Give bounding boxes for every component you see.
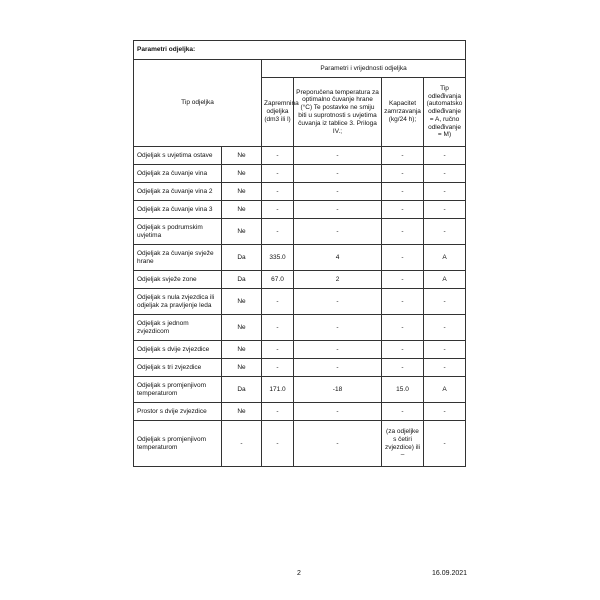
present-flag: Ne bbox=[222, 403, 262, 421]
compartment-name: Odjeljak svježe zone bbox=[134, 271, 222, 289]
table-row bbox=[134, 271, 466, 289]
table-title: Parametri odjeljka: bbox=[134, 41, 466, 60]
table-title-row bbox=[134, 41, 466, 60]
page-number: 2 bbox=[297, 570, 301, 577]
temperature-value: - bbox=[294, 289, 382, 315]
volume-value: - bbox=[262, 289, 294, 315]
freezing-capacity-value: - bbox=[382, 359, 424, 377]
freezing-capacity-value: - bbox=[382, 403, 424, 421]
present-flag: Ne bbox=[222, 147, 262, 165]
present-flag: Ne bbox=[222, 315, 262, 341]
volume-value: - bbox=[262, 359, 294, 377]
compartment-parameters-table bbox=[133, 40, 466, 467]
freezing-capacity-value: - bbox=[382, 271, 424, 289]
document-sheet bbox=[133, 40, 465, 467]
volume-value: - bbox=[262, 341, 294, 359]
volume-value: - bbox=[262, 183, 294, 201]
present-flag: Ne bbox=[222, 201, 262, 219]
table-row bbox=[134, 183, 466, 201]
present-flag: Ne bbox=[222, 359, 262, 377]
defrost-type-value: - bbox=[424, 219, 466, 245]
temperature-value: - bbox=[294, 403, 382, 421]
document-date: 16.09.2021 bbox=[432, 570, 468, 577]
volume-value: - bbox=[262, 403, 294, 421]
present-flag: Da bbox=[222, 377, 262, 403]
table-row bbox=[134, 147, 466, 165]
temperature-value: - bbox=[294, 359, 382, 377]
volume-value: - bbox=[262, 165, 294, 183]
freezing-capacity-value: - bbox=[382, 289, 424, 315]
temperature-value: - bbox=[294, 147, 382, 165]
table-row bbox=[134, 165, 466, 183]
freezing-capacity-value: - bbox=[382, 315, 424, 341]
defrost-type-value: - bbox=[424, 421, 466, 467]
volume-value: - bbox=[262, 315, 294, 341]
freezing-capacity-value: - bbox=[382, 341, 424, 359]
present-flag: - bbox=[222, 421, 262, 467]
table-row bbox=[134, 421, 466, 467]
volume-value: - bbox=[262, 147, 294, 165]
compartment-name: Odjeljak s podrumskim uvjetima bbox=[134, 219, 222, 245]
freezing-capacity-value: (za odjeljke s četiri zvjezdice) ili – bbox=[382, 421, 424, 467]
freezing-capacity-value: - bbox=[382, 147, 424, 165]
temperature-value: - bbox=[294, 201, 382, 219]
freezing-capacity-header: Kapacitet zamrzavanja (kg/24 h); bbox=[382, 78, 424, 147]
temperature-header: Preporučena temperatura za optimalno čuvanje hrane (°C) Te postavke ne smiju biti u suprotnosti s uvjetima čuvanja iz tablice 3. Priloga IV.; bbox=[294, 78, 382, 147]
compartment-name: Odjeljak s jednom zvjezdicom bbox=[134, 315, 222, 341]
compartment-name: Odjeljak za čuvanje vina 3 bbox=[134, 201, 222, 219]
volume-header: Zapremnina odjeljka (dm3 ili l) bbox=[262, 78, 294, 147]
defrost-type-value: A bbox=[424, 377, 466, 403]
freezing-capacity-value: - bbox=[382, 219, 424, 245]
table-row bbox=[134, 341, 466, 359]
table-row bbox=[134, 245, 466, 271]
table-row bbox=[134, 403, 466, 421]
volume-value: - bbox=[262, 421, 294, 467]
present-flag: Ne bbox=[222, 341, 262, 359]
defrost-type-value: - bbox=[424, 183, 466, 201]
present-flag: Ne bbox=[222, 219, 262, 245]
defrost-type-value: - bbox=[424, 403, 466, 421]
defrost-type-value: A bbox=[424, 245, 466, 271]
temperature-value: - bbox=[294, 341, 382, 359]
defrost-type-value: A bbox=[424, 271, 466, 289]
present-flag: Da bbox=[222, 245, 262, 271]
volume-value: - bbox=[262, 201, 294, 219]
temperature-value: -18 bbox=[294, 377, 382, 403]
defrost-type-value: - bbox=[424, 147, 466, 165]
freezing-capacity-value: - bbox=[382, 183, 424, 201]
table-row bbox=[134, 315, 466, 341]
temperature-value: - bbox=[294, 183, 382, 201]
defrost-type-value: - bbox=[424, 359, 466, 377]
temperature-value: 2 bbox=[294, 271, 382, 289]
temperature-value: 4 bbox=[294, 245, 382, 271]
defrost-type-value: - bbox=[424, 165, 466, 183]
present-flag: Ne bbox=[222, 165, 262, 183]
defrost-type-value: - bbox=[424, 201, 466, 219]
defrost-type-value: - bbox=[424, 289, 466, 315]
compartment-name: Odjeljak s promjenjivom temperaturom bbox=[134, 421, 222, 467]
freezing-capacity-value: - bbox=[382, 245, 424, 271]
compartment-name: Odjeljak za čuvanje vina 2 bbox=[134, 183, 222, 201]
temperature-value: - bbox=[294, 219, 382, 245]
freezing-capacity-value: 15.0 bbox=[382, 377, 424, 403]
freezing-capacity-value: - bbox=[382, 201, 424, 219]
compartment-name: Odjeljak za čuvanje svježe hrane bbox=[134, 245, 222, 271]
compartment-name: Odjeljak s nula zvjezdica ili odjeljak za pravljenje leda bbox=[134, 289, 222, 315]
table-row bbox=[134, 219, 466, 245]
temperature-value: - bbox=[294, 421, 382, 467]
present-flag: Da bbox=[222, 271, 262, 289]
table-row bbox=[134, 201, 466, 219]
temperature-value: - bbox=[294, 315, 382, 341]
volume-value: 171.0 bbox=[262, 377, 294, 403]
compartment-name: Odjeljak s tri zvjezdice bbox=[134, 359, 222, 377]
parameters-group-header: Parametri i vrijednosti odjeljka bbox=[262, 60, 466, 78]
defrost-type-header: Tip odleđivanja (automatsko odleđivanje = A, ručno odleđivanje = M) bbox=[424, 78, 466, 147]
compartment-name: Odjeljak s dvije zvjezdice bbox=[134, 341, 222, 359]
compartment-name: Prostor s dvije zvjezdice bbox=[134, 403, 222, 421]
volume-value: - bbox=[262, 219, 294, 245]
compartment-name: Odjeljak s promjenjivom temperaturom bbox=[134, 377, 222, 403]
defrost-type-value: - bbox=[424, 315, 466, 341]
compartment-name: Odjeljak s uvjetima ostave bbox=[134, 147, 222, 165]
table-row bbox=[134, 359, 466, 377]
present-flag: Ne bbox=[222, 289, 262, 315]
compartment-name: Odjeljak za čuvanje vina bbox=[134, 165, 222, 183]
table-row bbox=[134, 377, 466, 403]
freezing-capacity-value: - bbox=[382, 165, 424, 183]
temperature-value: - bbox=[294, 165, 382, 183]
defrost-type-value: - bbox=[424, 341, 466, 359]
table-row bbox=[134, 289, 466, 315]
header-row-group bbox=[134, 60, 466, 78]
volume-value: 67.0 bbox=[262, 271, 294, 289]
volume-value: 335.0 bbox=[262, 245, 294, 271]
compartment-type-header: Tip odjeljka bbox=[134, 60, 262, 147]
present-flag: Ne bbox=[222, 183, 262, 201]
